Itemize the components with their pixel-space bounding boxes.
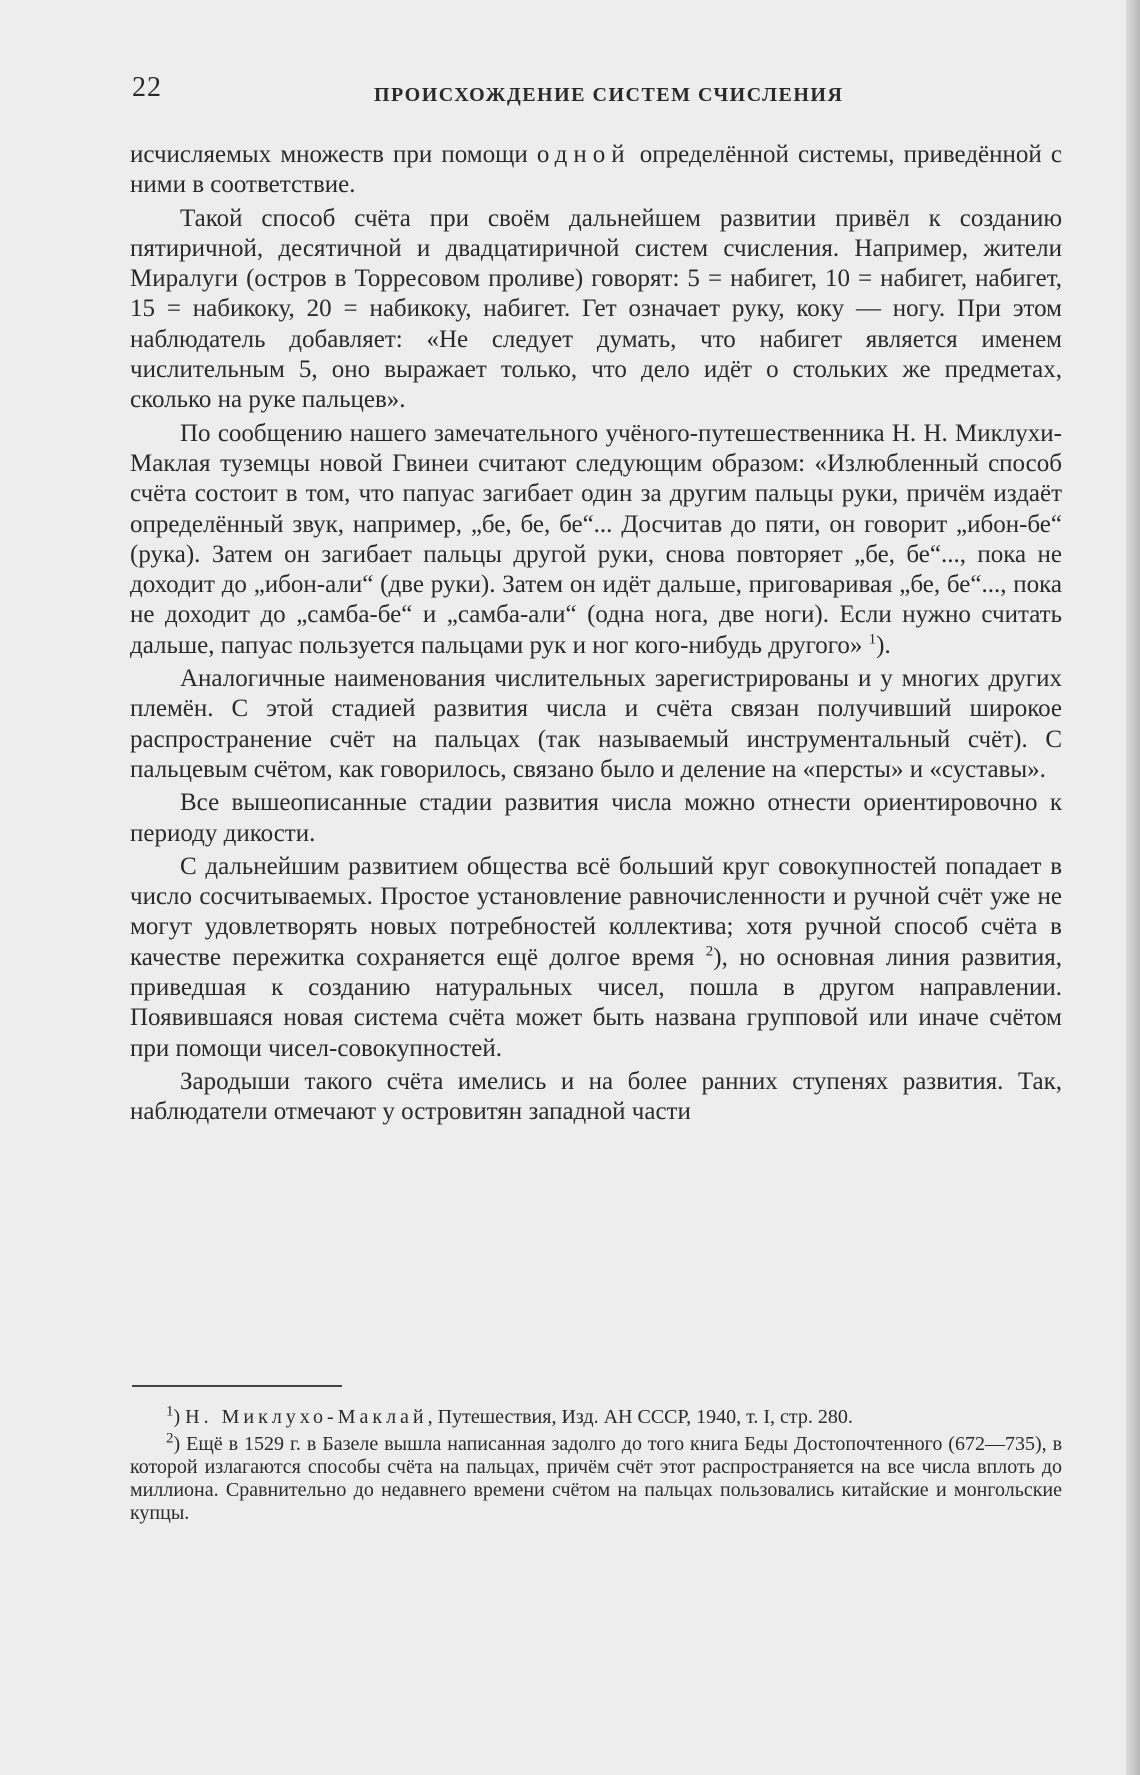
footnote-divider [132,1385,342,1387]
footnote-2-text: Ещё в 1529 г. в Базеле вышла написанная задолго до того книга Беды Достопочтенного (672—735), в которой излагаются способы счёта на пальцах, причём счёт этот распространяется на все числа вплоть до миллиона. Сравнительно до недавнего времени счётом на пальцах пользовались китайские и монгольские купцы. [130,1433,1063,1524]
body-text [130,140,1062,1131]
page-edge-shadow [1126,0,1140,1775]
footnote-2-mark: 2 [166,1430,174,1447]
footnote-2-close: ) [173,1433,181,1455]
paragraph-5-part-a: С дальнейшим развитием общества всё больший круг совокупностей попадает в число сосчитываемых. Простое установление равночисленности и ручной счёт уже не могут удовлетворять новых потребностей коллектива; хотя ручной способ счёта в качестве пережитка сохраняется ещё долгое время [130,852,1062,971]
paragraph-3: Аналогичные наименования числительных зарегистрированы и у многих других племён. С этой стадией развития числа и счёта связан получивший широкое распространение счёт на пальцах (так называемый инструментальный счёт). С пальцевым счётом, как говорилось, связано было и деление на «персты» и «суставы». [130,665,1062,783]
paragraph-5-part-b: ), но основная линия развития, приведшая к созданию натуральных чисел, пошла в другом направлении. Появившаяся новая система счёта может быть названа групповой или иначе счётом при помощи чисел-совокупностей. [130,943,1063,1062]
running-head: ПРОИСХОЖДЕНИЕ СИСТЕМ СЧИСЛЕНИЯ [374,84,844,106]
paragraph-2-text: По сообщению нашего замечательного учёного-путешественника Н. Н. Миклухи-Маклая туземцы новой Гвинеи считают следующим образом: «Излюбленный способ счёта состоит в том, что папуас загибает один за другим пальцы руки, причём издаёт определённый звук, например, „бе, бе, бе“... Досчитав до пяти, он говорит „ибон-бе“ (рука). Затем он загибает пальцы другой руки, снова повторяет „бе, бе“..., пока не доходит до „ибон-али“ (две руки). Затем он идёт дальше, приговаривая „бе, бе“..., пока не доходит до „самба-бе“ и „самба-али“ (одна нога, две ноги). Если нужно считать дальше, папуас пользуется пальцами рук и ног кого-нибудь другого» [130,419,1062,659]
footnote-1-rest: , Путешествия, Изд. АН СССР, 1940, т. I, стр. 280. [427,1406,853,1428]
emphasized-word: одной [536,141,631,168]
paragraph-6: Зародыши такого счёта имелись и на более ранних ступенях развития. Так, наблюдатели отмечают у островитян западной части [130,1067,1062,1126]
footnote-1-close: ) [173,1406,181,1428]
paragraph-4: Все вышеописанные стадии развития числа можно отнести ориентировочно к периоду дикости. [130,789,1062,847]
footnote-1 [130,1403,1062,1429]
footnote-1-author: Н. Миклухо-Маклай [185,1406,428,1428]
footnote-1-mark: 1 [166,1403,174,1420]
footnote-ref-2[interactable]: 2 [705,943,714,960]
paragraph-2-tail: ). [876,631,891,659]
paragraph-5 [130,852,1062,1064]
footnote-2 [130,1430,1063,1525]
footnote-ref-1[interactable]: 1 [868,631,877,648]
paragraph-0-part-c: определённой системы, приведённой с ними в соответствие. [130,141,1062,199]
paragraph-0 [130,140,1062,201]
page-number: 22 [132,72,162,103]
paragraph-2 [130,419,1062,661]
footnotes [130,1403,1063,1529]
paragraph-1: Такой способ счёта при своём дальнейшем развитии привёл к созданию пятиричной, десятичной и двадцатиричной систем счисления. Например, жители Миралуги (остров в Торресовом проливе) говорят: 5 = набигет, 10 = набигет, набигет, 15 = набикоку, 20 = набикоку, набигет. Гет означает руку, коку — ногу. При этом наблюдатель добавляет: «Не следует думать, что набигет является именем числительным 5, оно выражает только, что дело идёт о стольких же предметах, сколько на руке пальцев». [130,204,1062,414]
paragraph-0-part-a: исчисляемых множеств при помощи [130,141,537,168]
